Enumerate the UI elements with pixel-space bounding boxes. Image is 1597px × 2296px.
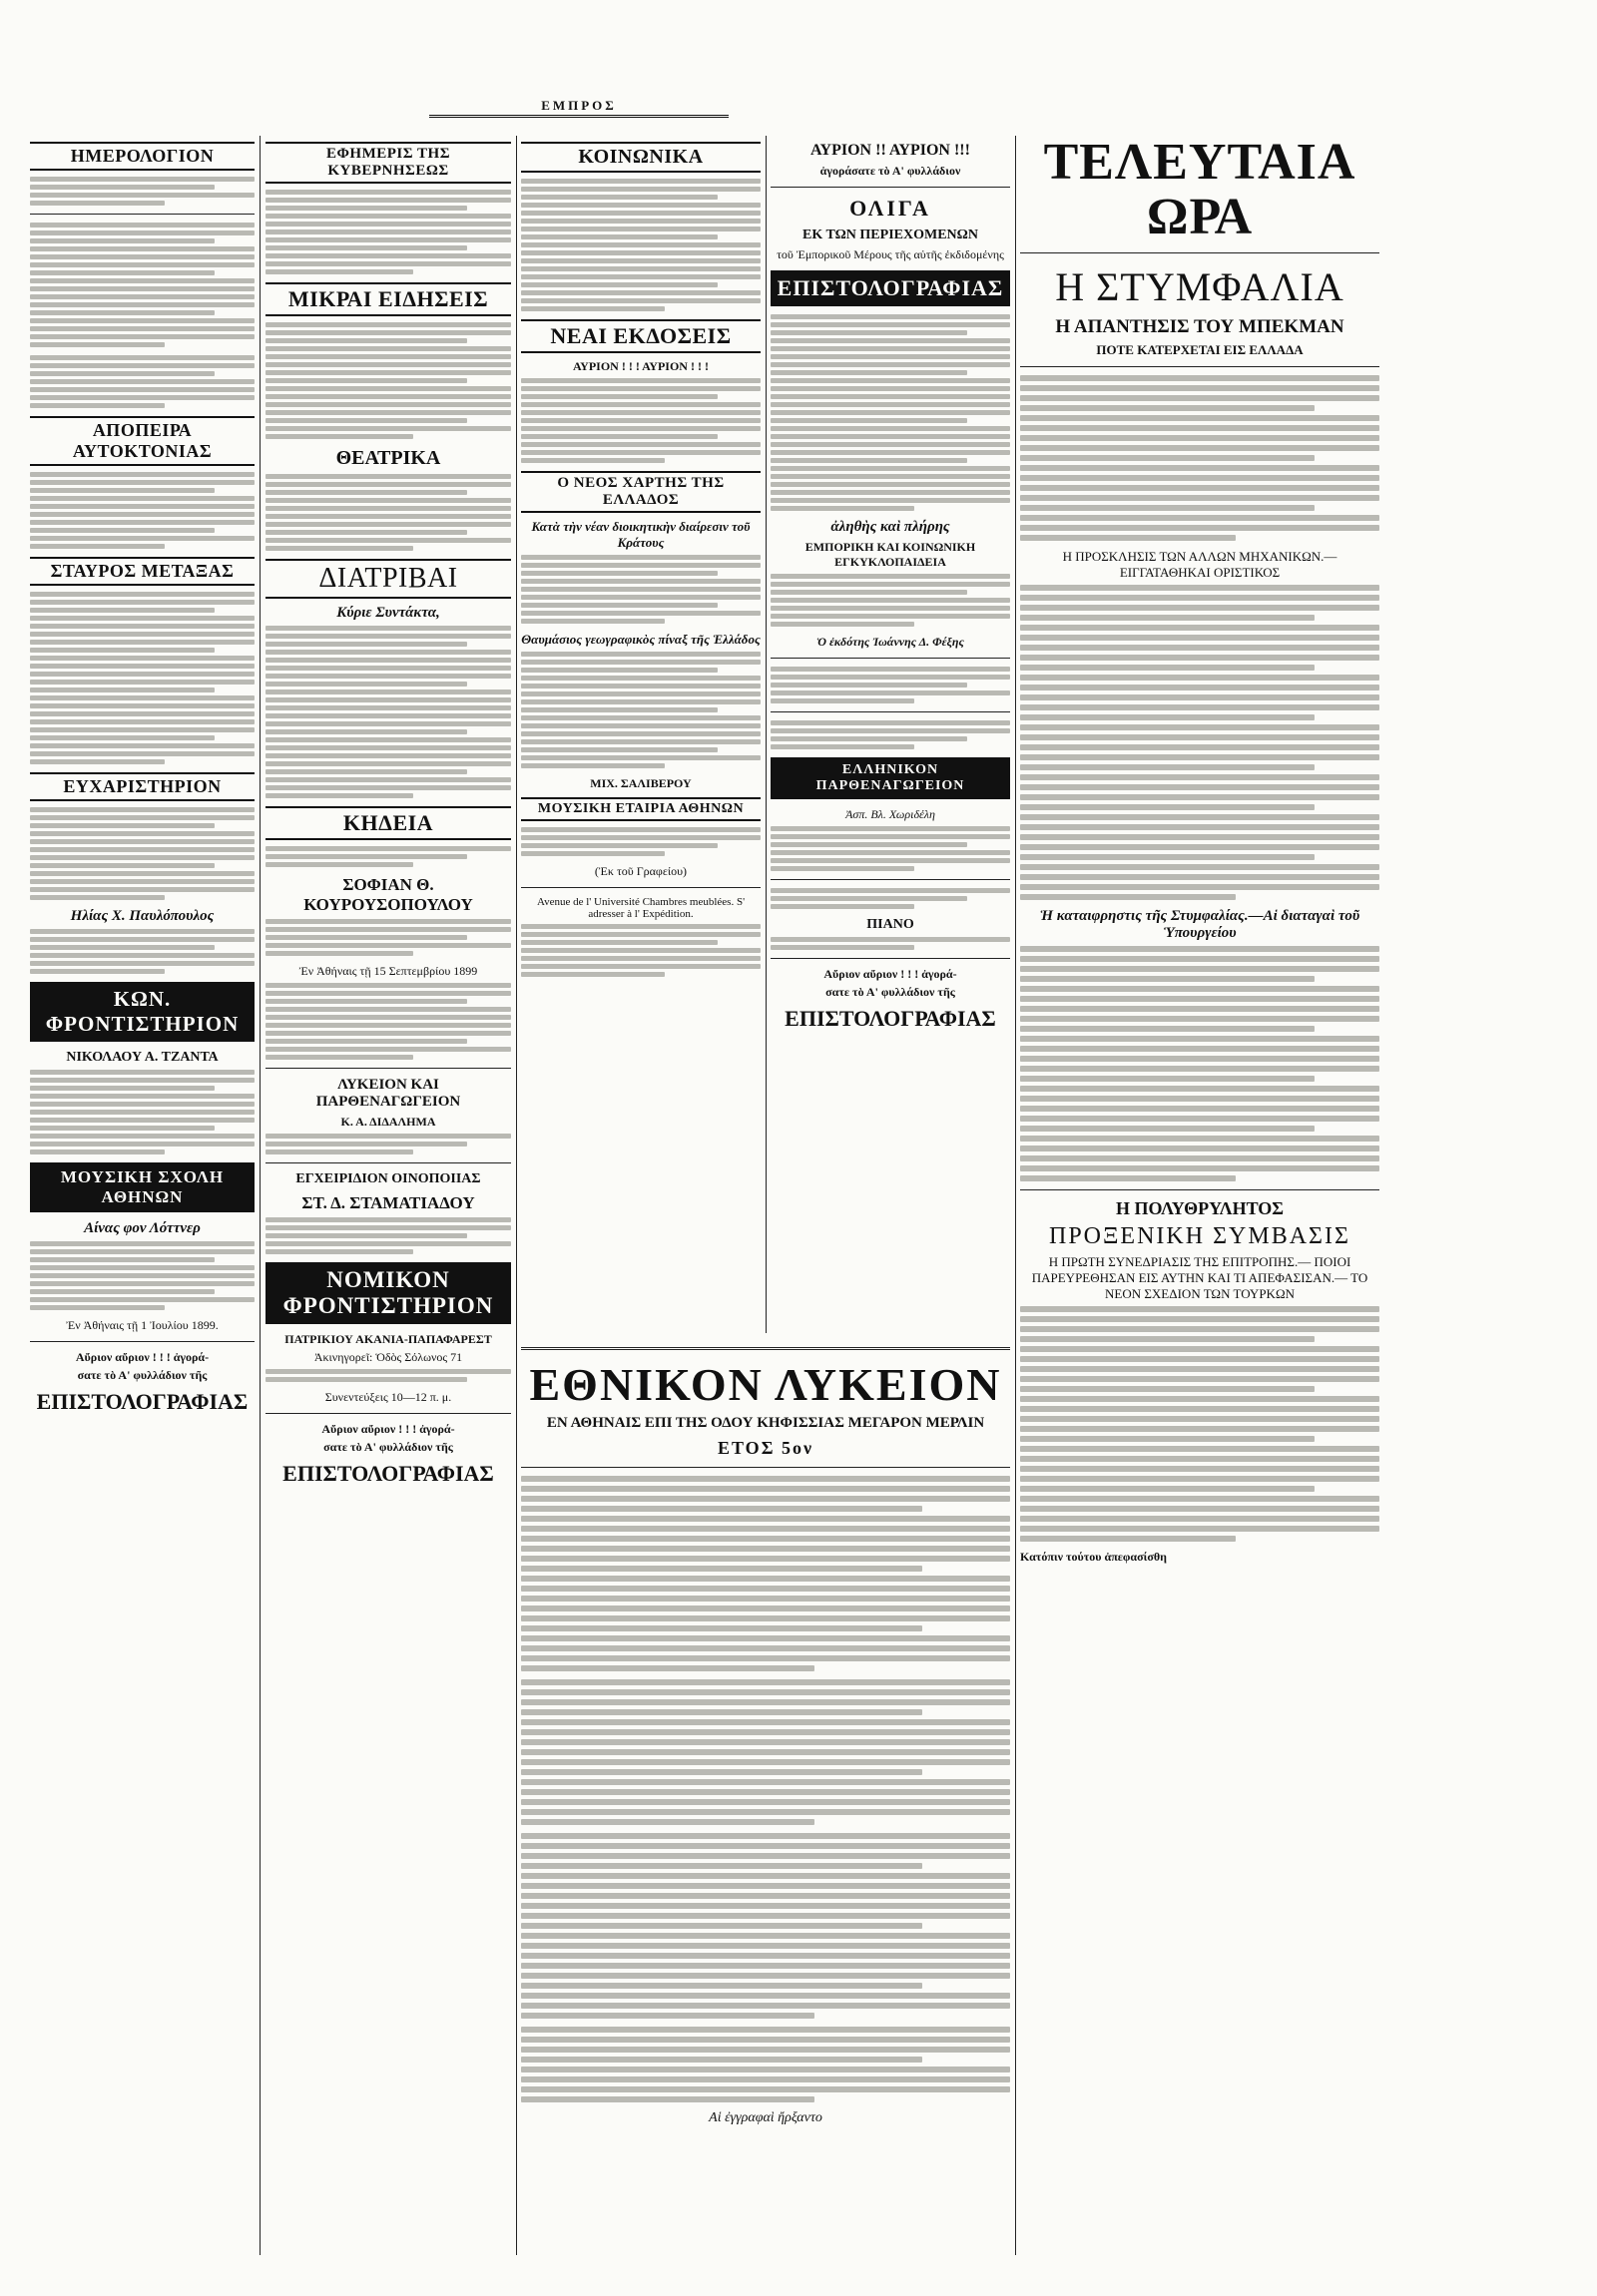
footer-ad-line: σατε τὸ Α' φυλλάδιον τῆς [323, 1440, 453, 1454]
thanks-signature: Ηλίας Χ. Παυλόπουλος [70, 908, 215, 924]
article-text [521, 555, 761, 624]
article-text [266, 919, 511, 956]
national-lyceum-subtitle: ΕΝ ΑΘΗΝΑΙΣ ΕΠΙ ΤΗΣ ΟΔΟΥ ΚΗΦΙΣΣΙΑΣ ΜΕΓΑΡΟΝ ΜΕΡΛΙΝ [546, 1415, 985, 1431]
column-rule [260, 136, 261, 2255]
article-text [30, 355, 255, 408]
column-3 [521, 136, 761, 1333]
law-tutoring-heading: ΝΟΜΙΚΟΝ ΦΡΟΝΤΙΣΤΗΡΙΟΝ [266, 1262, 511, 1324]
new-map-sub2: Θαυμάσιος γεωγραφικὸς πίναξ τῆς Ἑλλάδος [521, 632, 761, 647]
essays-heading: ΔΙΑΤΡΙΒΑΙ [266, 559, 511, 599]
tutoring-ad-heading: ΚΩΝ. ΦΡΟΝΤΙΣΤΗΡΙΟΝ [30, 982, 255, 1042]
article-text [771, 826, 1010, 871]
new-map-sub: Κατὰ τὴν νέαν διοικητικὴν διαίρεσιν τοῦ Κράτους [531, 519, 751, 550]
essays-salutation: Κύριε Συντάκτα, [336, 605, 440, 621]
article-text [771, 888, 1010, 909]
article-text [1020, 1306, 1379, 1542]
lyceum-ad-heading: ΛΥΚΕΙΟΝ ΚΑΙ ΠΑΡΘΕΝΑΓΩΓΕΙΟΝ [315, 1077, 461, 1110]
gazette-heading: ΕΦΗΜΕΡΙΣ ΤΗΣ ΚΥΒΕΡΝΗΣΕΩΣ [266, 142, 511, 184]
girls-school-heading: ΕΛΛΗΝΙΚΟΝ ΠΑΡΘΕΝΑΓΩΓΕΙΟΝ [771, 757, 1010, 799]
music-school-sub: Αίνας φον Λόττνερ [84, 1220, 201, 1236]
article-text [521, 827, 761, 856]
article-text [521, 924, 761, 977]
music-society-source: (Ἐκ τοῦ Γραφείου) [594, 864, 688, 878]
tutoring-ad-name: ΝΙΚΟΛΑΟΥ Α. ΤΖΑΝΤΑ [66, 1050, 219, 1065]
new-editions-lead: ΑΥΡΙΟΝ ! ! ! ΑΥΡΙΟΝ ! ! ! [573, 359, 709, 373]
music-school-heading: ΜΟΥΣΙΚΗ ΣΧΟΛΗ ΑΘΗΝΩΝ [30, 1162, 255, 1212]
article-text [521, 1833, 1010, 2019]
top-ad-desc: τοῦ Ἐμπορικοῦ Μέρους τῆς αὐτῆς ἐκδιδομένης [777, 247, 1004, 261]
latest-hour-heading: ΤΕΛΕΥΤΑΙΑ ΩΡΑ [1043, 136, 1356, 245]
article-text [30, 1070, 255, 1154]
calendar-text [30, 177, 255, 206]
top-ad-line: ἀγοράσατε τὸ Α' φυλλάδιον [819, 164, 961, 178]
new-map-heading: Ο ΝΕΟΣ ΧΑΡΤΗΣ ΤΗΣ ΕΛΛΑΔΟΣ [521, 471, 761, 513]
footer-ad-title: ΕΠΙΣΤΟΛΟΓΡΑΦΙΑΣ [785, 1006, 996, 1031]
consular-heading: ΠΡΟΞΕΝΙΚΗ ΣΥΜΒΑΣΙΣ [1048, 1223, 1350, 1250]
new-map-sign: ΜΙΧ. ΣΑΛΙΒΕΡΟΥ [590, 776, 692, 790]
lyceum-ad-sub: Κ. Α. ΔΙΔΑΛΗΜΑ [340, 1115, 436, 1129]
drainage-heading: Ἡ καταιφρηστις τῆς Στυμφαλίας.—Αἱ διαταγαὶ τοῦ Ὑπουργείου [1039, 908, 1360, 942]
beckman-answer-heading: Η ΑΠΑΝΤΗΣΙΣ ΤΟΥ ΜΠΕΚΜΑΝ [1055, 316, 1344, 338]
footer-ad-line: Αὔριον αὔριον ! ! ! ἀγορά- [321, 1422, 455, 1436]
calendar-heading: ΗΜΕΡΟΛΟΓΙΟΝ [30, 142, 255, 171]
theatre-heading: ΘΕΑΤΡΙΚΑ [335, 447, 441, 469]
thanks-heading: ΕΥΧΑΡΙΣΤΗΡΙΟΝ [30, 772, 255, 801]
footer-ad-line: Αὔριον αὔριον ! ! ! ἀγορά- [823, 967, 957, 981]
article-text [771, 314, 1010, 511]
article-text [30, 1241, 255, 1310]
short-news-heading: ΜΙΚΡΑΙ ΕΙΔΗΣΕΙΣ [266, 282, 511, 316]
article-text [521, 1679, 1010, 1825]
suicide-attempt-heading: ΑΠΟΠΕΙΡΑ ΑΥΤΟΚΤΟΝΙΑΣ [30, 416, 255, 466]
national-lyceum-ad [521, 1339, 1010, 2255]
top-ad-line: ΑΥΡΙΟΝ !! ΑΥΡΙΟΝ !!! [810, 142, 970, 159]
column-rule [766, 136, 767, 1333]
arrival-heading: ΠΟΤΕ ΚΑΤΕΡΧΕΤΑΙ ΕΙΣ ΕΛΛΑΔΑ [1096, 342, 1304, 358]
girls-school-sub: Ἀσπ. Βλ. Χωριδέλη [845, 807, 935, 821]
article-text [30, 472, 255, 549]
funeral-date: Ἐν Ἀθήναις τῇ 15 Σεπτεμβρίου 1899 [298, 964, 478, 978]
encyclopedia-title: ΕΜΠΟΡΙΚΗ ΚΑΙ ΚΟΙΝΩΝΙΚΗ ΕΓΚΥΚΛΟΠΑΙΔΕΙΑ [804, 540, 976, 569]
article-text [30, 929, 255, 974]
funeral-name: ΣΟΦΙΑΝ Θ. ΚΟΥΡΟΥΣΟΠΟΥΛΟΥ [303, 875, 473, 914]
piano-ad: ΠΙΑΝΟ [866, 917, 914, 932]
article-text [266, 1369, 511, 1382]
wine-book-heading: ΕΓΧΕΙΡΙΔΙΟΝ ΟΙΝΟΠΟΙΙΑΣ [295, 1171, 481, 1186]
wine-book-author: ΣΤ. Δ. ΣΤΑΜΑΤΙΑΔΟΥ [301, 1193, 475, 1212]
article-text [266, 322, 511, 439]
encyclopedia-publisher: Ὁ ἐκδότης Ἰωάννης Δ. Φέξης [816, 635, 964, 649]
consular-sub: Η ΠΡΩΤΗ ΣΥΝΕΔΡΙΑΣΙΣ ΤΗΣ ΕΠΙΤΡΟΠΗΣ.— ΠΟΙΟΙ ΠΑΡΕΥΡΕΘΗΣΑΝ ΕΙΣ ΑΥΤΗΝ ΚΑΙ ΤΙ ΑΠΕΦΑΣΙΣΑΝ.— ΤΟ ΝΕΟΝ ΣΧΕΔΙΟΝ ΤΩΝ ΤΟΥΡΚΩΝ [1031, 1254, 1368, 1302]
column-2 [266, 136, 511, 2255]
consular-lead: Η ΠΟΛΥΘΡΥΛΗΤΟΣ [1115, 1198, 1285, 1219]
article-text [266, 190, 511, 274]
invitation-heading: Η ΠΡΟΣΚΛΗΣΙΣ ΤΩΝ ΑΛΛΩΝ ΜΗΧΑΝΙΚΩΝ.— ΕΙΓΓΑΤΑΘΗΚΑΙ ΟΡΙΣΤΙΚΟΣ [1062, 549, 1337, 581]
encyclopedia-lead: ἀληθὴς καὶ πλήρης [830, 519, 950, 535]
new-editions-heading: ΝΕΑΙ ΕΚΔΟΣΕΙΣ [521, 319, 761, 353]
article-text [771, 574, 1010, 627]
stymfalia-heading: Η ΣΤΥΜΦΑΛΙΑ [1055, 264, 1344, 310]
article-text [266, 846, 511, 867]
newspaper-page [30, 110, 1385, 2255]
metaxas-heading: ΣΤΑΥΡΟΣ ΜΕΤΑΞΑΣ [30, 557, 255, 586]
article-text [30, 223, 255, 347]
footer-ad-line: σατε τὸ Α' φυλλάδιον τῆς [77, 1368, 208, 1382]
article-text [1020, 946, 1379, 1181]
article-text [266, 626, 511, 798]
law-tutoring-address: Ἀκινηγορεῖ: Ὁδὸς Σόλωνος 71 [313, 1350, 463, 1364]
rooms-ad: Avenue de l' Université Chambres meublées. S' adresser à l' Expédition. [536, 896, 746, 920]
masthead: ΕΜΠΡΟΣ [429, 98, 729, 118]
footer-ad-line: σατε τὸ Α' φυλλάδιον τῆς [825, 985, 955, 999]
column-rule [1015, 136, 1016, 2255]
article-text [1020, 375, 1379, 541]
footer-ad-line: Αὔριον αὔριον ! ! ! ἀγορά- [75, 1350, 210, 1364]
law-tutoring-sub: ΠΑΤΡΙΚΙΟΥ ΑΚΑΝΙΑ-ΠΑΠΑΦΑΡΕΣΤ [284, 1332, 492, 1346]
article-text [266, 474, 511, 551]
top-ad-few: ΟΛΙΓΑ [849, 196, 931, 221]
footer-date: Ἐν Ἀθήναις τῇ 1 Ἰουλίου 1899. [66, 1318, 219, 1332]
consular-closing: Κατόπιν τούτου ἀπεφασίσθη [1020, 1550, 1167, 1565]
society-heading: ΚΟΙΝΩΝΙΚΑ [521, 142, 761, 173]
article-text [771, 937, 1010, 950]
article-text [521, 1476, 1010, 1671]
letter-writing-heading: ΕΠΙΣΤΟΛΟΓΡΑΦΙΑΣ [771, 270, 1010, 306]
national-lyceum-title: ΕΘΝΙΚΟΝ ΛΥΚΕΙΟΝ [529, 1359, 1002, 1410]
article-text [1020, 585, 1379, 900]
article-text [771, 720, 1010, 749]
article-text [521, 179, 761, 311]
footer-ad-title: ΕΠΙΣΤΟΛΟΓΡΑΦΙΑΣ [36, 1389, 249, 1414]
column-1 [30, 136, 255, 2255]
national-lyceum-year: ΕΤΟΣ 5ον [718, 1438, 813, 1458]
article-text [771, 667, 1010, 703]
column-5 [1020, 136, 1379, 2255]
article-text [266, 1134, 511, 1154]
top-ad-contents: ΕΚ ΤΩΝ ΠΕΡΙΕΧΟΜΕΝΩΝ [802, 228, 978, 242]
footer-ad-title: ΕΠΙΣΤΟΛΟΓΡΑΦΙΑΣ [282, 1461, 494, 1486]
article-text [30, 592, 255, 764]
law-tutoring-hours: Συνεντεύξεις 10—12 π. μ. [324, 1390, 452, 1404]
article-text [30, 807, 255, 900]
article-text [266, 983, 511, 1060]
article-text [521, 2027, 1010, 2102]
funeral-heading: ΚΗΔΕΙΑ [266, 806, 511, 840]
national-lyceum-closing: Αἱ ἐγγραφαὶ ἤρξαντο [709, 2110, 822, 2125]
article-text [521, 652, 761, 768]
article-text [521, 378, 761, 463]
column-4 [771, 136, 1010, 1333]
article-text [266, 1217, 511, 1254]
music-society-heading: ΜΟΥΣΙΚΗ ΕΤΑΙΡΙΑ ΑΘΗΝΩΝ [521, 797, 761, 821]
column-rule [516, 136, 517, 2255]
